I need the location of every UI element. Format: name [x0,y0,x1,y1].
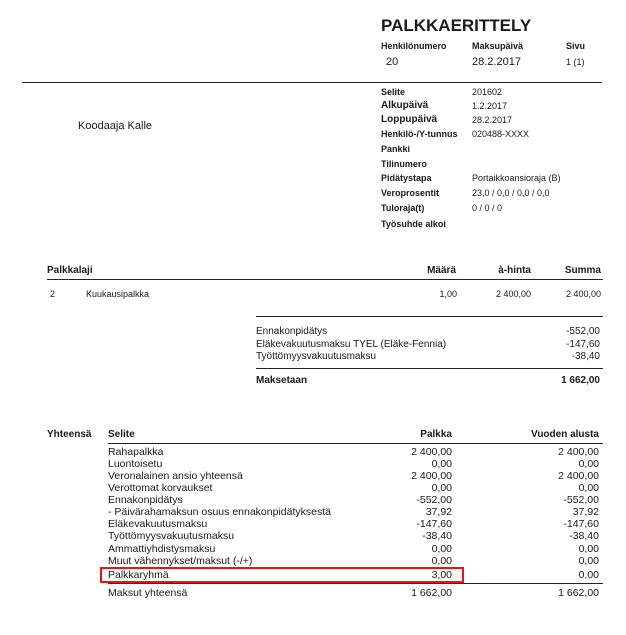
totals-row-palkka: -552,00 [416,494,452,506]
pay-header-divider [47,279,603,280]
totals-row [0,482,626,494]
totals-header-palkka: Palkka [420,429,452,440]
info-value: 23,0 / 0,0 / 0,0 / 0,0 [472,188,550,198]
pay-header-palkkalaji: Palkkalaji [47,265,93,276]
totals-row-palkka: 0,00 [431,482,452,494]
info-label: Veroprosentit [381,188,440,198]
employee-name: Koodaaja Kalle [78,120,153,132]
deductions-divider [256,316,603,317]
totals-row [0,530,626,542]
header-divider [22,82,602,83]
totals-row [0,494,626,506]
totals-row-vuosi: -147,60 [563,518,599,530]
document-title: PALKKAERITTELY [381,16,532,35]
totals-row-palkka: 0,00 [431,555,452,567]
totals-final-divider [108,583,603,584]
pay-header-summa: Summa [564,265,601,276]
deduction-label: Ennakonpidätys [256,326,328,337]
deduction-value: -147,60 [566,339,600,350]
totals-row-vuosi: 0,00 [578,482,599,494]
info-label: Työsuhde alkoi [381,219,446,229]
totals-row-label: Luontoisetu [108,458,163,470]
totals-row-palkka: 3,00 [431,569,452,581]
totals-final-palkka: 1 662,00 [411,587,452,599]
totals-row-palkka: 2 400,00 [411,446,452,458]
pay-header-maara: Määrä [427,265,456,276]
totals-row-palkka: 2 400,00 [411,470,452,482]
totals-row-vuosi: 2 400,00 [558,470,599,482]
info-label: Loppupäivä [381,114,438,125]
totals-row-label: Veronalainen ansio yhteensä [108,470,243,482]
pay-row-name: Kuukausipalkka [86,289,150,299]
totals-row-label: Muut vähennykset/maksut (-/+) [108,555,253,567]
header-label-maksupaiva: Maksupäivä [472,41,524,51]
totals-row-vuosi: -38,40 [569,530,599,542]
net-value: 1 662,00 [561,375,600,386]
info-value: 0 / 0 / 0 [472,203,503,213]
header-value-maksupaiva: 28.2.2017 [472,56,521,68]
deduction-value: -38,40 [571,351,600,362]
totals-row-palkka: 0,00 [431,458,452,470]
totals-header-vuosi: Vuoden alusta [531,429,599,440]
totals-row [0,543,626,555]
totals-row-label: Ammattiyhdistysmaksu [108,543,216,555]
header-label-sivu: Sivu [566,41,586,51]
deduction-label: Työttömyysvakuutusmaksu [256,351,377,362]
info-label: Tuloraja(t) [381,203,425,213]
totals-row-label: - Päivärahamaksun osuus ennakonpidätyksestä [108,506,331,518]
net-divider [256,368,603,369]
pay-header-hinta: à-hinta [498,265,531,276]
totals-row-palkka: 0,00 [431,543,452,555]
totals-row-vuosi: -552,00 [563,494,599,506]
totals-row [0,458,626,470]
totals-row-label: Työttömyysvakuutusmaksu [108,530,235,542]
header-label-henkilonumero: Henkilönumero [381,41,447,51]
highlight-box [100,567,464,583]
totals-final-row [0,587,626,599]
info-label: Henkilö-/Y-tunnus [381,129,458,139]
totals-row [0,470,626,482]
info-label: Tilinumero [381,159,427,169]
pay-row-summa: 2 400,00 [565,289,601,299]
totals-row-label: Rahapalkka [108,446,164,458]
totals-row-palkka: 37,92 [425,506,452,518]
totals-row-label: Palkkaryhmä [108,569,169,581]
pay-row-maara: 1,00 [439,289,457,299]
totals-final-label: Maksut yhteensä [108,587,188,599]
totals-row-palkka: -147,60 [416,518,452,530]
totals-row-palkka: -38,40 [422,530,452,542]
totals-row-vuosi: 0,00 [578,543,599,555]
info-value: 28.2.2017 [472,115,513,125]
totals-row-label: Eläkevakuutusmaksu [108,518,208,530]
deduction-label: Eläkevakuutusmaksu TYEL (Eläke-Fennia) [256,339,447,350]
header-value-sivu: 1 (1) [566,57,585,67]
pay-row-hinta: 2 400,00 [495,289,531,299]
totals-row-label: Verottomat korvaukset [108,482,213,494]
totals-row [0,506,626,518]
info-label: Pankki [381,144,411,154]
header-value-henkilonumero: 20 [386,56,399,68]
totals-row-vuosi: 2 400,00 [558,446,599,458]
totals-row-label: Ennakonpidätys [108,494,183,506]
totals-row [0,518,626,530]
totals-row-vuosi: 0,00 [578,569,599,581]
info-label: Selite [381,87,406,97]
totals-header-divider [108,443,603,444]
info-value: 201602 [472,87,503,97]
totals-header-selite: Selite [108,429,135,440]
info-value: 020488-XXXX [472,129,530,139]
totals-row [0,446,626,458]
totals-row-vuosi: 37,92 [572,506,599,518]
info-label: Pidätystapa [381,173,432,183]
pay-row-code: 2 [50,289,56,299]
totals-row-vuosi: 0,00 [578,458,599,470]
totals-section-label: Yhteensä [47,429,92,440]
info-value: 1.2.2017 [472,101,508,111]
deduction-value: -552,00 [566,326,600,337]
totals-row [0,555,626,567]
net-label: Maksetaan [256,375,308,386]
totals-row-vuosi: 0,00 [578,555,599,567]
info-label: Alkupäivä [381,100,429,111]
totals-final-vuosi: 1 662,00 [558,587,599,599]
info-value: Portaikkoansioraja (B) [472,173,561,183]
